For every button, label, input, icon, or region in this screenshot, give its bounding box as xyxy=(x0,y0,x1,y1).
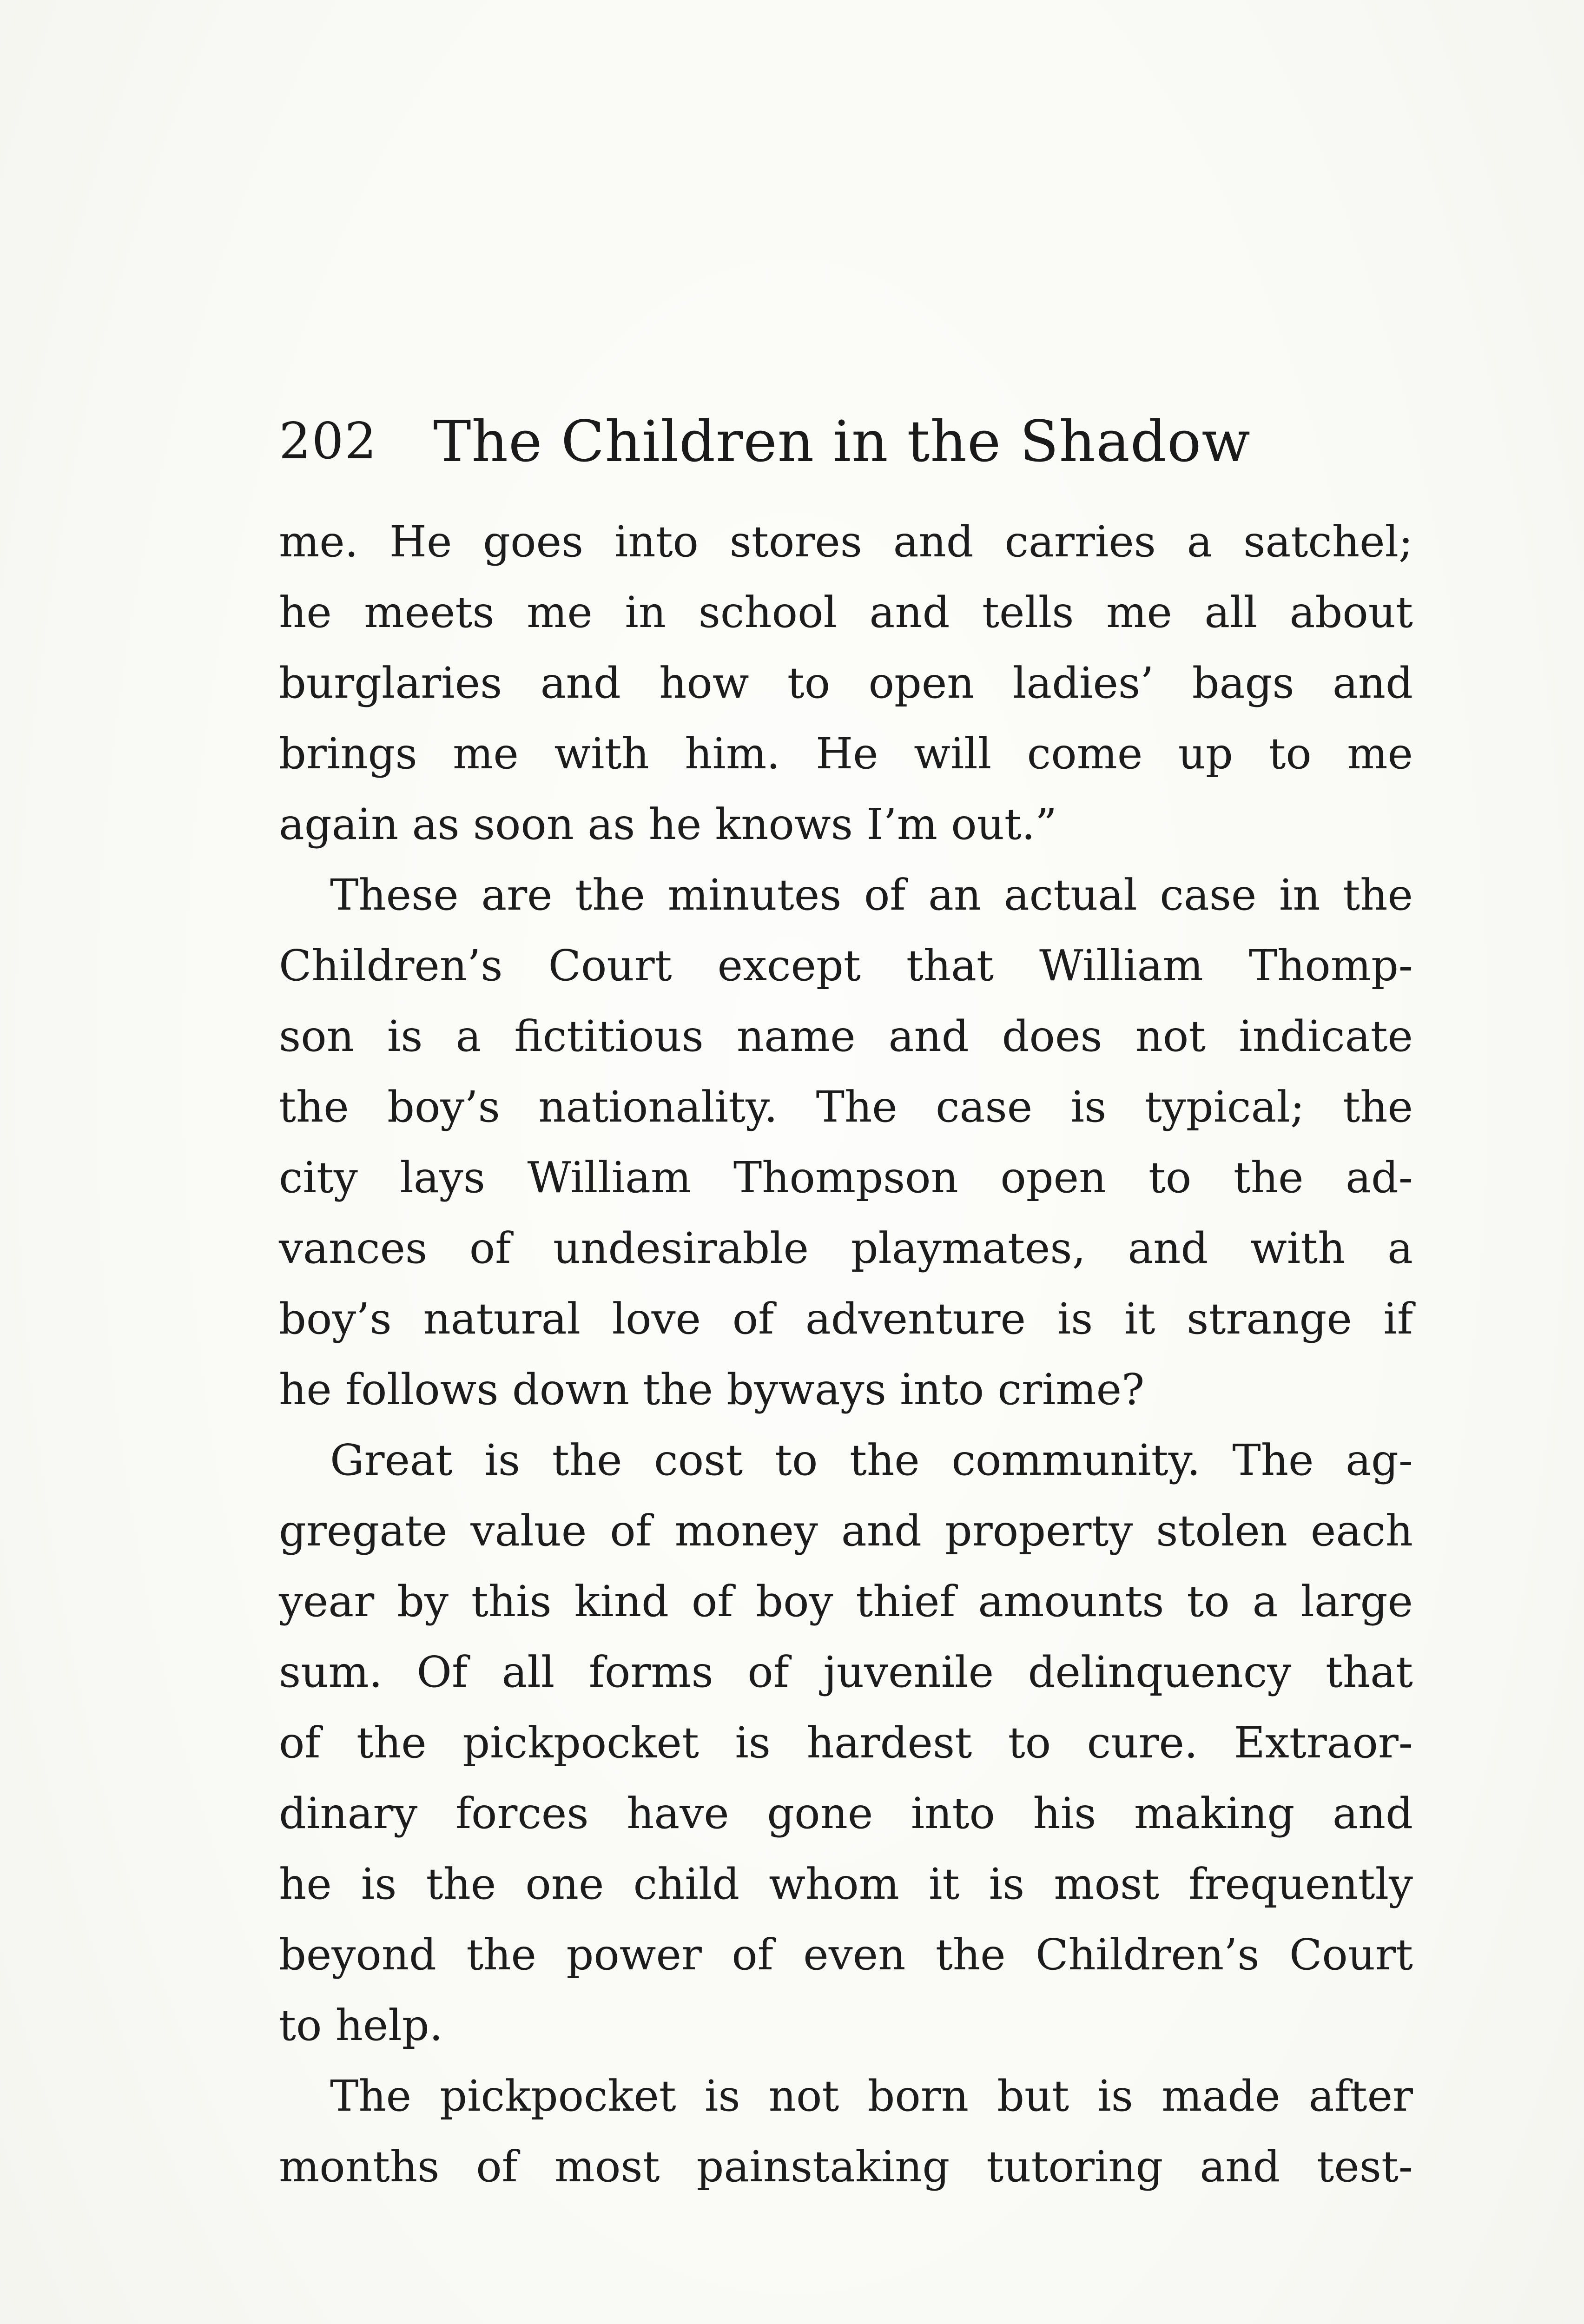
text-line: Children’s Court except that William Thomp- xyxy=(279,941,1413,990)
text-line: city lays William Thompson open to the ad- xyxy=(279,1153,1413,1202)
text-line: he meets me in school and tells me all about xyxy=(279,588,1413,637)
text-line: gregate value of money and property stolen each xyxy=(279,1506,1413,1556)
text-line: he follows down the byways into crime? xyxy=(279,1365,1145,1414)
paragraph xyxy=(279,860,1413,1425)
text-line: me. He goes into stores and carries a satchel; xyxy=(279,517,1413,567)
page-header xyxy=(279,404,1394,479)
text-line: again as soon as he knows I’m out.” xyxy=(279,799,1057,849)
body-text xyxy=(279,507,1413,2202)
paragraph xyxy=(279,507,1413,860)
text-line: boy’s natural love of adventure is it strange if xyxy=(279,1294,1413,1344)
text-line: dinary forces have gone into his making and xyxy=(279,1789,1413,1838)
text-line: the boy’s nationality. The case is typical; the xyxy=(279,1082,1413,1132)
text-line: year by this kind of boy thief amounts to a large xyxy=(279,1577,1413,1626)
text-line: vances of undesirable playmates, and with a xyxy=(279,1223,1413,1273)
text-line: burglaries and how to open ladies’ bags and xyxy=(279,658,1413,708)
paragraph xyxy=(279,1425,1413,2061)
running-title: The Children in the Shadow xyxy=(433,409,1251,475)
paragraph xyxy=(279,2061,1413,2202)
text-line: sum. Of all forms of juvenile delinquency that xyxy=(279,1647,1413,1697)
text-line: These are the minutes of an actual case in the xyxy=(330,870,1413,920)
text-line: he is the one child whom it is most frequently xyxy=(279,1859,1413,1909)
page-number: 202 xyxy=(279,412,378,470)
text-line: to help. xyxy=(279,2000,443,2050)
text-line: beyond the power of even the Children’s Court xyxy=(279,1930,1413,1980)
text-line: of the pickpocket is hardest to cure. Extraor- xyxy=(279,1718,1413,1768)
text-line: Great is the cost to the community. The ag- xyxy=(330,1435,1413,1485)
text-line: months of most painstaking tutoring and test- xyxy=(279,2142,1413,2192)
text-line: The pickpocket is not born but is made after xyxy=(330,2071,1413,2121)
text-line: son is a fictitious name and does not indicate xyxy=(279,1011,1413,1061)
text-line: brings me with him. He will come up to me xyxy=(279,729,1413,779)
